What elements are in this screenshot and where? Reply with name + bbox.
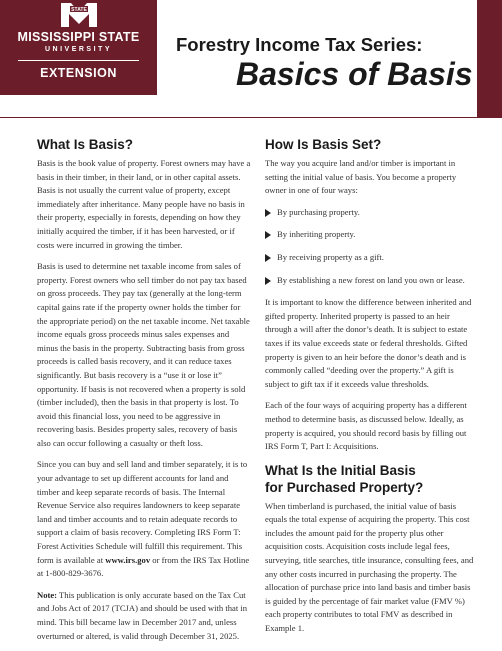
irs-link[interactable]: www.irs.gov xyxy=(105,554,151,565)
logo-divider xyxy=(18,60,139,61)
page-header xyxy=(0,0,502,117)
logo-badge-text: STATE xyxy=(71,7,87,13)
header-accent-bar xyxy=(477,0,502,117)
heading-line-1: What Is the Initial Basis xyxy=(265,462,416,478)
paragraph-basis-usage: Basis is used to determine net taxable income from sales of property. Forest owners who sell timber do not pay tax based on gross proceeds. They pay tax (generally at the long-term capital gains rate if the property owner holds the timber for the appropriate period) on the net taxable income. Net taxable income equals gross proceeds minus sales expenses and minus the basis in the property. Subtracting basis from gross proceeds is called basis recovery, and it can reduce taxes significantly. But basis recovery is a “use it or lose it” opportunity. If basis is not recovered when a property is sold (timber included), then the basis in that property is lost. To avoid this financial loss, you need to be aggressive in recovering basis. Besides property sales, recovery of basis also can occur following a casualty or theft loss. xyxy=(37,261,250,448)
note-label: Note: xyxy=(37,589,58,600)
msu-m-logo-icon xyxy=(61,3,97,27)
logo-university-name: MISSISSIPPI STATE xyxy=(17,30,140,44)
list-item xyxy=(265,228,476,242)
paragraph-inherited-vs-gifted: It is important to know the difference between inherited and gifted property. Inherited property is passed to an heir through a will after the donor’s death. It is subject to estate taxes if its value exceeds state or federal thresholds. Gifted property is given to an heir before the donor’s death and is commonly called “deeding over the property.” A gift is subject to gift tax if it exceeds value thresholds. xyxy=(265,297,472,389)
triangle-bullet-icon xyxy=(265,209,271,217)
series-title: Forestry Income Tax Series: xyxy=(176,34,423,55)
list-item xyxy=(265,251,476,265)
section-heading-what-is-basis: What Is Basis? xyxy=(37,137,134,152)
paragraph-note xyxy=(37,589,252,643)
left-column xyxy=(37,136,252,651)
paragraph-separate-accounts xyxy=(37,458,252,580)
logo-university-sub: UNIVERSITY xyxy=(44,46,112,53)
note-text: This publication is only accurate based on the Tax Cut and Jobs Act of 2017 (TCJA) and should be used with that in mind. This bill became law in December 2017 and, unless overturned or altered, is valid through December 31, 2025. xyxy=(37,589,248,641)
acquisition-methods-list xyxy=(265,206,476,287)
triangle-bullet-icon xyxy=(265,231,271,239)
triangle-bullet-icon xyxy=(265,254,271,262)
paragraph-purchased-property: When timberland is purchased, the initial value of basis equals the total expense of acquiring the property. This cost includes the amount paid for the property plus other acquisition costs. Acquisition costs include legal fees, surveying, title searches, title insurance, consulting fees, and any other costs incurred in purchasing the property. The allocation of purchase price into land basis and timber basis is guided by the percentage of fair market value (FMV %) each property contributes to total FMV as described in Example 1. xyxy=(265,500,474,634)
header-divider xyxy=(0,117,502,118)
section-heading-how-basis-set: How Is Basis Set? xyxy=(265,137,382,152)
section-heading-initial-basis xyxy=(265,462,476,496)
right-column xyxy=(265,136,476,644)
list-item-text: By purchasing property. xyxy=(277,206,360,217)
paragraph-basis-definition: Basis is the book value of property. Forest owners may have a basis in their timber, in their land, or in other capital assets. Basis is not usually the current value of property, except immediately after inheritance. Many people have no basis in their property, especially in forests, depending on how they initially acquired the timber, if it has been harvested, or if costs were incurred in growing the timber. xyxy=(37,158,251,250)
list-item xyxy=(265,206,476,220)
list-item-text: By receiving property as a gift. xyxy=(277,251,384,262)
list-item-text: By inheriting property. xyxy=(277,229,356,240)
paragraph-acquisition-intro: The way you acquire land and/or timber is important in setting the initial value of basis. You become a property owner in one of four ways: xyxy=(265,158,457,196)
list-item-text: By establishing a new forest on land you own or lease. xyxy=(277,274,465,285)
triangle-bullet-icon xyxy=(265,277,271,285)
text-irs-hotline: or from the IRS Tax Hotline at 1-800-829-3676. xyxy=(37,554,250,579)
list-item xyxy=(265,274,476,288)
msu-extension-logo[interactable] xyxy=(0,0,157,95)
paragraph-methods-basis: Each of the four ways of acquiring property has a different method to determine basis, as discussed below. Ideally, as property is acquired, you should record basis by filling out IRS Form T, Part I: Acquisitions. xyxy=(265,400,467,452)
page-title: Basics of Basis xyxy=(236,56,473,92)
text-separate-accounts: Since you can buy and sell land and timber separately, it is to your advantage to set up different accounts for land and timber and keep separate records of basis. The Internal Revenue Service also requires landowners to keep separate land and timber accounts and to retain adequate records to support a claim of basis recovery. Completing IRS Form T: Forest Activities Schedule will fulfill this requirement. This form is available at xyxy=(37,459,248,565)
heading-line-2: for Purchased Property? xyxy=(265,479,424,495)
logo-extension: EXTENSION xyxy=(40,66,117,80)
